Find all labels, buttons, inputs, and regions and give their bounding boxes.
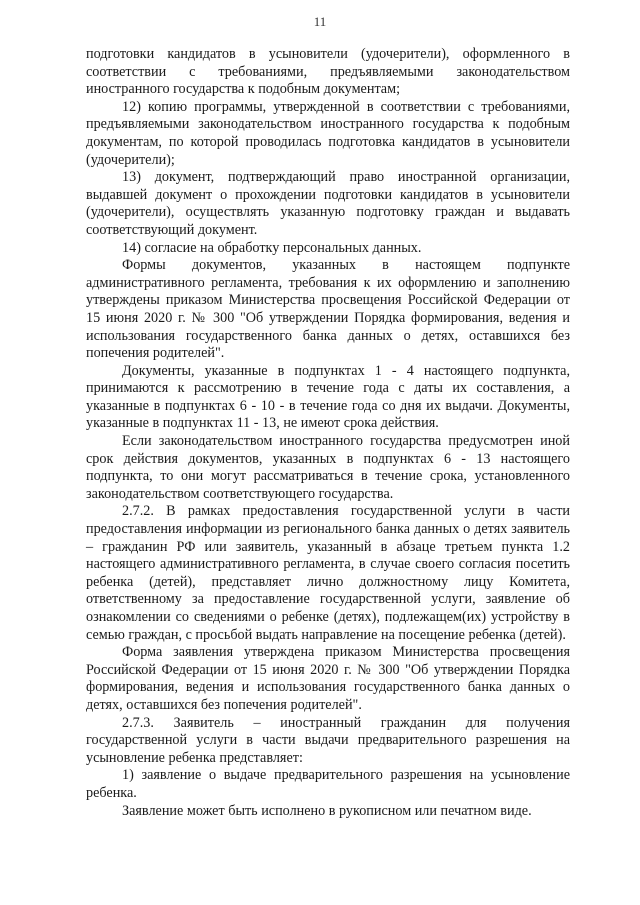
paragraph-foreign-law: Если законодательством иностранного государства предусмотрен иной срок действия документов, указанных в подпунктах 6 - 13 настоящего подпункта, то они могут рассматриваться в течение срока, установленного законодательством соответствующего государства. [86, 433, 570, 502]
paragraph-application-item-1: 1) заявление о выдаче предварительного разрешения на усыновление ребенка. [86, 767, 570, 801]
page-number: 11 [313, 14, 327, 29]
paragraph-application-form: Форма заявления утверждена приказом Министерства просвещения Российской Федерации от 15 июня 2020 г. № 300 "Об утверждении Порядка формирования, ведения и использования государственного банка данных о детях, оставшихся без попечения родителей". [86, 644, 570, 713]
paragraph-forms: Формы документов, указанных в настоящем подпункте административного регламента, требования к их оформлению и заполнению утверждены приказом Министерства просвещения Российской Федерации от 15 июня 2020 г. № 300 "Об утверждении Порядка формирования, ведения и использования государственного банка данных о детях, оставшихся без попечения родителей". [86, 257, 570, 362]
paragraph-2-7-3: 2.7.3. Заявитель – иностранный гражданин для получения государственной услуги в части выдачи предварительного разрешения на усыновление ребенка представляет: [86, 714, 570, 766]
paragraph-2-7-2: 2.7.2. В рамках предоставления государственной услуги в части предоставления информации из регионального банка данных о детях заявитель – гражданин РФ или заявитель, указанный в абзаце третьем пункта 1.2 настоящего административного регламента, в случае своего согласия посетить ребенка (детей), представляет лично должностному лицу Комитета, ответственному за предоставление государственной услуги, заявление об ознакомлении со сведениями о ребенке (детях), подлежащем(их) устройству в семью граждан, с просьбой выдать направление на посещение ребенка (детей). [86, 503, 570, 643]
paragraph-item-13: 13) документ, подтверждающий право иностранной организации, выдавшей документ о прохождении подготовки кандидатов в усыновители (удочерители), осуществлять указанную подготовку граждан и выдавать соответствующий документ. [86, 169, 570, 238]
document-body [86, 46, 570, 820]
paragraph-continuation: подготовки кандидатов в усыновители (удочерители), оформленного в соответствии с требованиями, предъявляемыми законодательством иностранного государства к подобным документам; [86, 46, 570, 98]
paragraph-application-format: Заявление может быть исполнено в рукописном или печатном виде. [122, 802, 532, 819]
paragraph-item-12: 12) копию программы, утвержденной в соответствии с требованиями, предъявляемыми законодательством иностранного государства к подобным документам, по которой проводилась подготовка кандидатов в усыновители (удочерители); [86, 98, 570, 168]
paragraph-item-14: 14) согласие на обработку персональных данных. [122, 239, 422, 256]
paragraph-validity: Документы, указанные в подпунктах 1 - 4 настоящего подпункта, принимаются к рассмотрению в течение года с даты их составления, а указанные в подпунктах 6 - 10 - в течение года со дня их выдачи. Документы, указанные в подпунктах 11 - 13, не имеют срока действия. [86, 362, 570, 432]
